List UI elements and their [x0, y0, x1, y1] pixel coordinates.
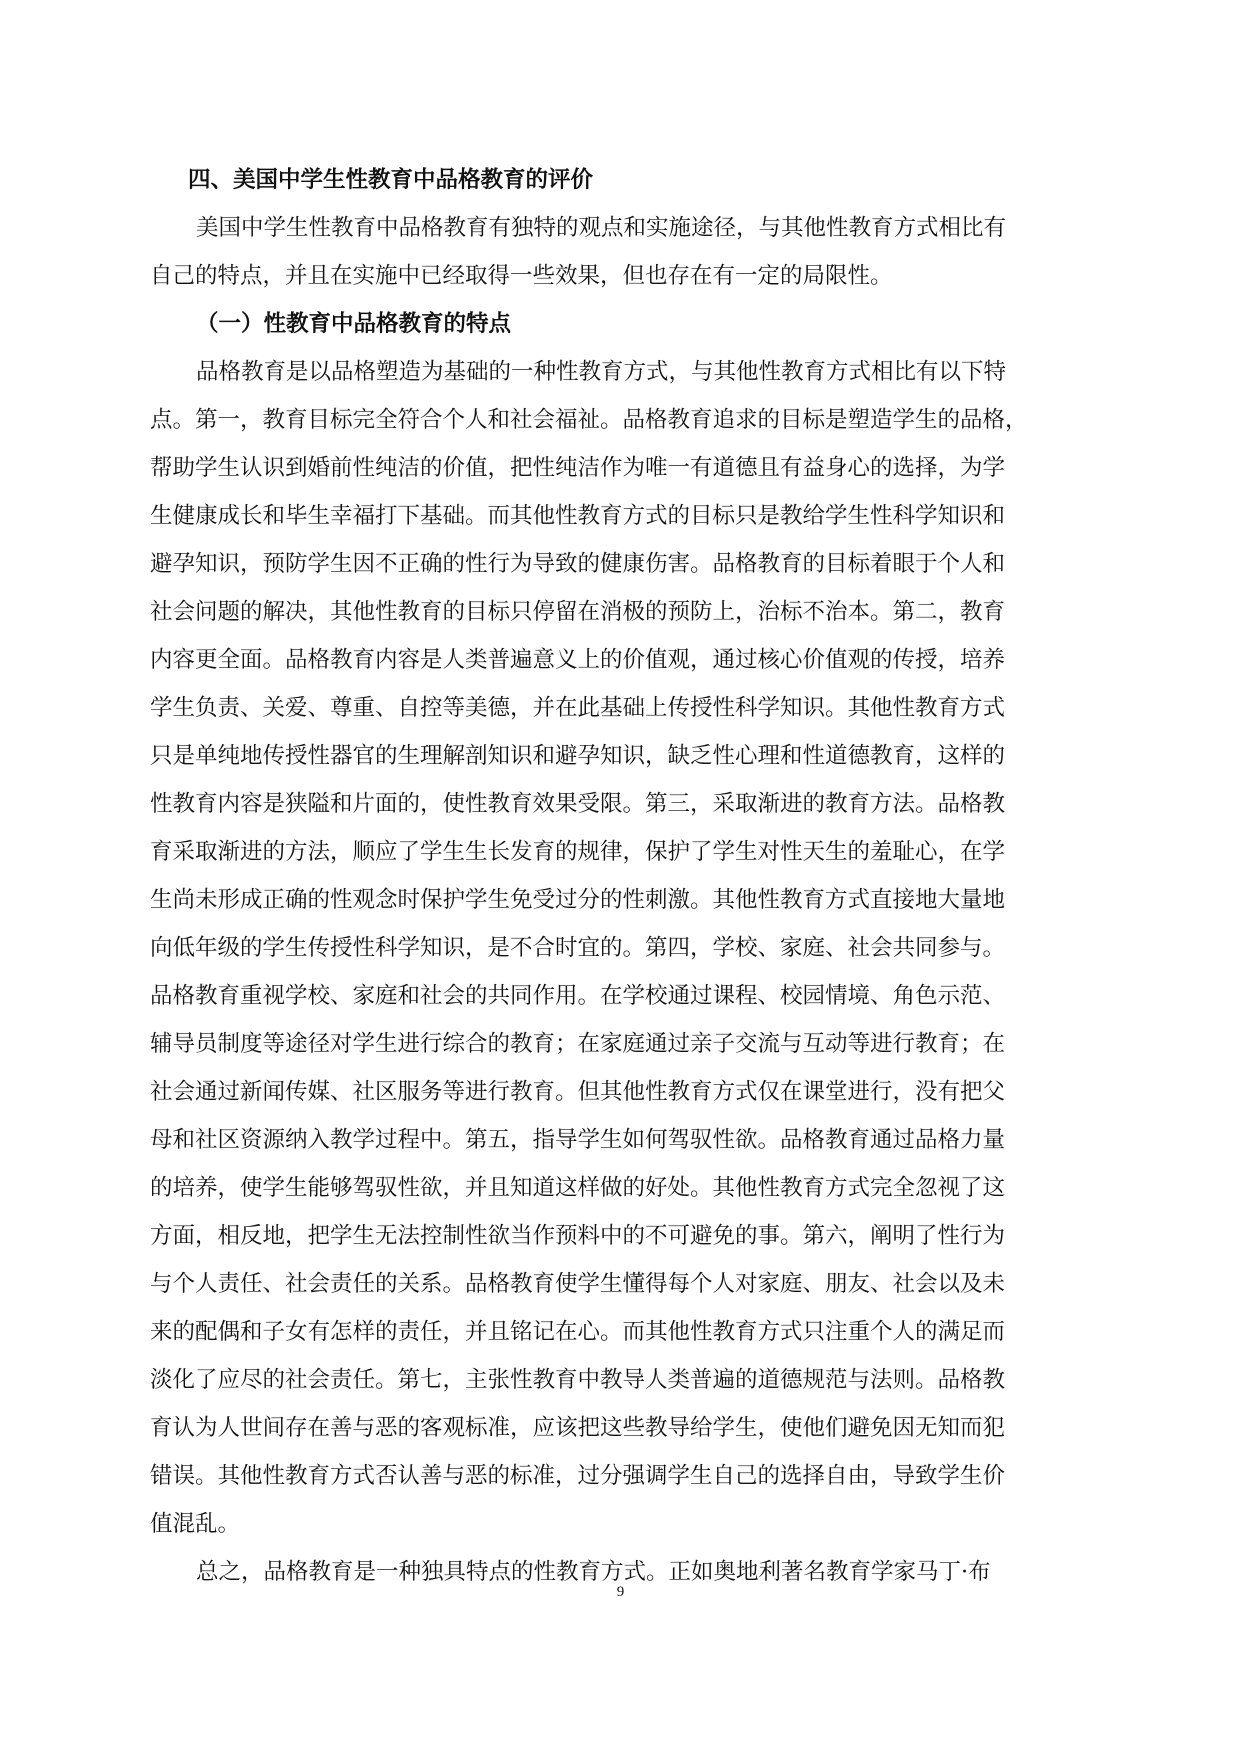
body-line: 避孕知识，预防学生因不正确的性行为导致的健康伤害。品格教育的目标着眼于个人和	[150, 551, 1006, 577]
body-line: 方面，相反地，把学生无法控制性欲当作预料中的不可避免的事。第六，阐明了性行为	[150, 1223, 1006, 1249]
body-line: 辅导员制度等途径对学生进行综合的教育；在家庭通过亲子交流与互动等进行教育；在	[150, 1031, 1006, 1057]
body-line: 点。第一，教育目标完全符合个人和社会福祉。品格教育追求的目标是塑造学生的品格，	[150, 407, 1028, 433]
section-heading: 四、美国中学生性教育中品格教育的评价	[188, 167, 594, 193]
body-line: 品格教育是以品格塑造为基础的一种性教育方式，与其他性教育方式相比有以下特	[196, 359, 1007, 385]
body-line: 内容更全面。品格教育内容是人类普遍意义上的价值观，通过核心价值观的传授，培养	[150, 647, 1006, 673]
text-body	[150, 156, 1090, 1596]
body-paragraph	[150, 348, 1090, 1548]
body-line: 帮助学生认识到婚前性纯洁的价值，把性纯洁作为唯一有道德且有益身心的选择，为学	[150, 455, 1006, 481]
body-line: 的培养，使学生能够驾驭性欲，并且知道这样做的好处。其他性教育方式完全忽视了这	[150, 1175, 1006, 1201]
body-line: 生健康成长和毕生幸福打下基础。而其他性教育方式的目标只是教给学生性科学知识和	[150, 503, 1006, 529]
body-line: 社会通过新闻传媒、社区服务等进行教育。但其他性教育方式仅在课堂进行，没有把父	[150, 1079, 1006, 1105]
body-line: 社会问题的解决，其他性教育的目标只停留在消极的预防上，治标不治本。第二，教育	[150, 599, 1006, 625]
body-line: 向低年级的学生传授性科学知识，是不合时宜的。第四，学校、家庭、社会共同参与。	[150, 935, 1006, 961]
body-line: 淡化了应尽的社会责任。第七，主张性教育中教导人类普遍的道德规范与法则。品格教	[150, 1367, 1006, 1393]
closing-line: 总之，品格教育是一种独具特点的性教育方式。正如奥地利著名教育学家马丁·布	[196, 1559, 991, 1585]
body-line: 母和社区资源纳入教学过程中。第五，指导学生如何驾驭性欲。品格教育通过品格力量	[150, 1127, 1006, 1153]
body-line: 育采取渐进的方法，顺应了学生生长发育的规律，保护了学生对性天生的羞耻心，在学	[150, 839, 1006, 865]
body-line: 生尚未形成正确的性观念时保护学生免受过分的性刺激。其他性教育方式直接地大量地	[150, 887, 1006, 913]
body-line: 育认为人世间存在善与恶的客观标准，应该把这些教导给学生，使他们避免因无知而犯	[150, 1415, 1006, 1441]
body-line: 性教育内容是狭隘和片面的，使性教育效果受限。第三，采取渐进的教育方法。品格教	[150, 791, 1006, 817]
intro-line: 自己的特点，并且在实施中已经取得一些效果，但也存在有一定的局限性。	[150, 263, 893, 289]
body-line: 只是单纯地传授性器官的生理解剖知识和避孕知识，缺乏性心理和性道德教育，这样的	[150, 743, 1006, 769]
page-number: 9	[616, 1584, 625, 1600]
body-line: 学生负责、关爱、尊重、自控等美德，并在此基础上传授性科学知识。其他性教育方式	[150, 695, 1006, 721]
intro-line: 美国中学生性教育中品格教育有独特的观点和实施途径，与其他性教育方式相比有	[196, 215, 1007, 241]
body-line: 值混乱。	[150, 1511, 241, 1537]
body-line: 来的配偶和子女有怎样的责任，并且铭记在心。而其他性教育方式只注重个人的满足而	[150, 1319, 1006, 1345]
body-line: 品格教育重视学校、家庭和社会的共同作用。在学校通过课程、校园情境、角色示范、	[150, 983, 1006, 1009]
subsection-heading: （一）性教育中品格教育的特点	[196, 311, 512, 337]
body-line: 错误。其他性教育方式否认善与恶的标准，过分强调学生自己的选择自由，导致学生价	[150, 1463, 1006, 1489]
body-line: 与个人责任、社会责任的关系。品格教育使学生懂得每个人对家庭、朋友、社会以及未	[150, 1271, 1006, 1297]
